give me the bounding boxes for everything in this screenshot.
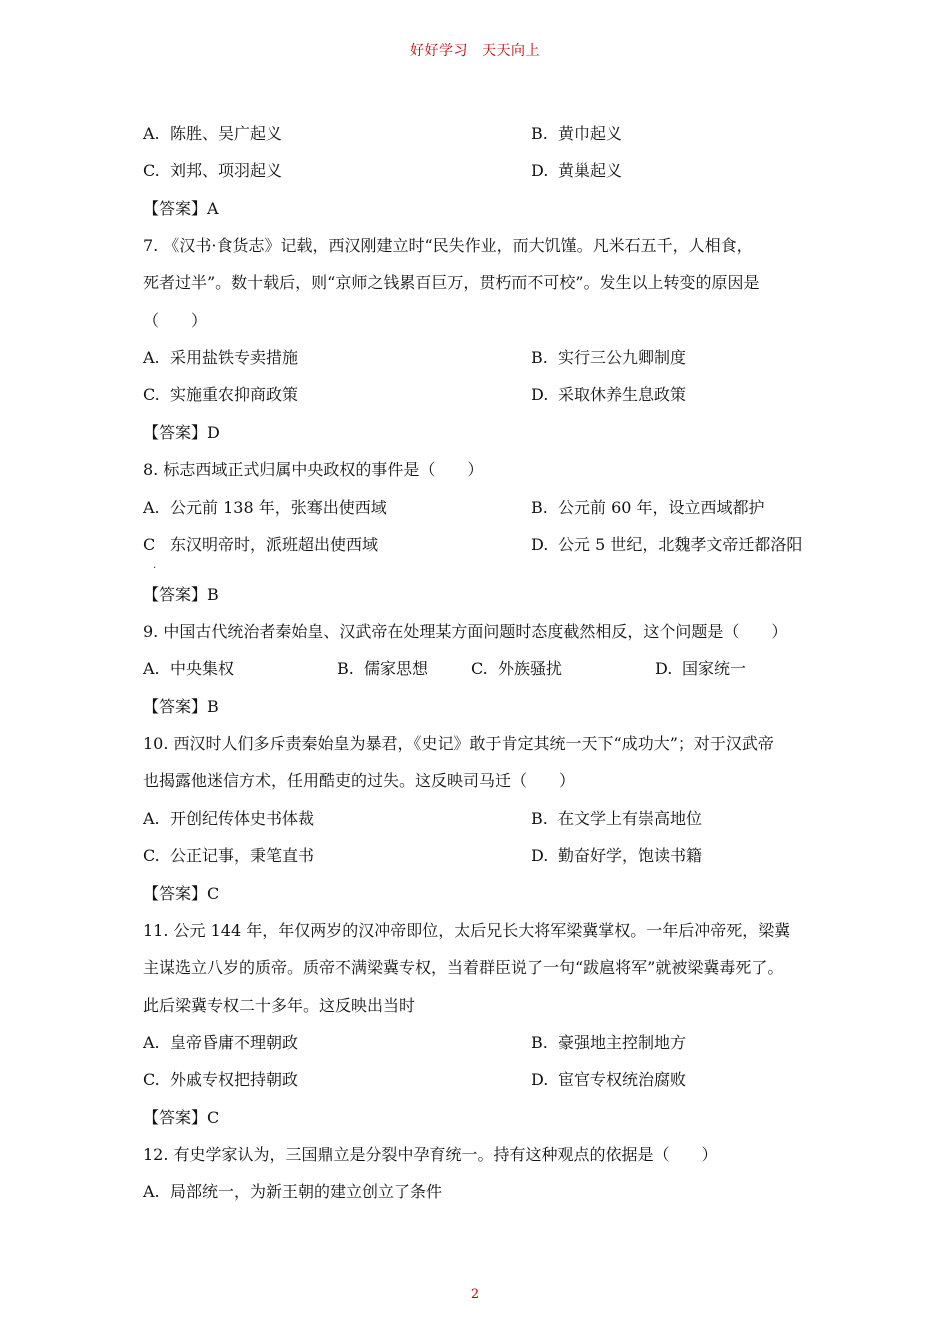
q6-option-a: A. 陈胜、吴广起义 [143, 124, 283, 143]
q11-question-line-1: 11. 公元 144 年，年仅两岁的汉冲帝即位，太后兄长大将军梁冀掌权。一年后冲帝死，梁冀 [143, 921, 791, 940]
q7-question-line-3: （ ） [143, 311, 208, 330]
page-number: 2 [470, 1287, 480, 1302]
q8-answer: 【答案】B [143, 585, 219, 604]
page-header [0, 40, 950, 60]
q9-question-line-1: 9. 中国古代统治者秦始皇、汉武帝在处理某方面问题时态度截然相反，这个问题是（ ） [143, 622, 788, 641]
q9-option-a: A. 中央集权 [143, 659, 235, 678]
q7-answer: 【答案】D [143, 423, 220, 442]
q12-option-a: A. 局部统一，为新王朝的建立创立了条件 [143, 1182, 443, 1201]
q9-option-b: B. 儒家思想 [337, 659, 429, 678]
q11-answer: 【答案】C [143, 1108, 220, 1127]
q6-option-c: C. 刘邦、项羽起义 [143, 161, 283, 180]
q10-answer: 【答案】C [143, 884, 220, 903]
header-left-text: 好好学习 [410, 43, 468, 59]
q9-answer: 【答案】B [143, 697, 219, 716]
q7-option-d: D. 采取休养生息政策 [531, 385, 687, 404]
q8-dot-mark: . [153, 560, 157, 571]
q8-question-line-1: 8. 标志西域正式归属中央政权的事件是（ ） [143, 460, 484, 479]
q9-option-d: D. 国家统一 [655, 659, 747, 678]
q11-option-c: C. 外戚专权把持朝政 [143, 1070, 299, 1089]
q7-option-a: A. 采用盐铁专卖措施 [143, 348, 299, 367]
q7-question-line-1: 7. 《汉书·食货志》记载，西汉刚建立时“民失作业，而大饥馑。凡米石五千，人相食， [143, 236, 753, 255]
q9-option-c: C. 外族骚扰 [471, 659, 563, 678]
q7-question-line-2: 死者过半”。数十载后，则“京师之钱累百巨万，贯朽而不可校”。发生以上转变的原因是 [143, 273, 760, 292]
q12-question-line-1: 12. 有史学家认为，三国鼎立是分裂中孕育统一。持有这种观点的依据是（ ） [143, 1145, 718, 1164]
header-right-text: 天天向上 [482, 43, 540, 59]
q6-option-d: D. 黄巢起义 [531, 161, 623, 180]
q10-question-line-1: 10. 西汉时人们多斥责秦始皇为暴君，《史记》敢于肯定其统一天下“成功大”；对于汉武帝 [143, 734, 774, 753]
q8-option-b: B. 公元前 60 年，设立西域都护 [531, 498, 765, 517]
q6-answer: 【答案】A [143, 199, 219, 218]
q11-question-line-3: 此后梁冀专权二十多年。这反映出当时 [143, 996, 416, 1015]
q8-option-a: A. 公元前 138 年，张骞出使西域 [143, 498, 387, 517]
q11-question-line-2: 主谋选立八岁的质帝。质帝不满梁冀专权，当着群臣说了一句“跋扈将军”就被梁冀毒死了。 [143, 958, 784, 977]
q10-option-a: A. 开创纪传体史书体裁 [143, 809, 315, 828]
q10-question-line-2: 也揭露他迷信方术，任用酷吏的过失。这反映司马迁（ ） [143, 771, 576, 790]
q7-option-b: B. 实行三公九卿制度 [531, 348, 687, 367]
q11-option-a: A. 皇帝昏庸不理朝政 [143, 1033, 299, 1052]
q8-option-d: D. 公元 5 世纪，北魏孝文帝迁都洛阳 [531, 535, 803, 554]
q10-option-c: C. 公正记事，秉笔直书 [143, 846, 315, 865]
q6-option-b: B. 黄巾起义 [531, 124, 623, 143]
q7-option-c: C. 实施重农抑商政策 [143, 385, 299, 404]
q11-option-b: B. 豪强地主控制地方 [531, 1033, 687, 1052]
q10-option-b: B. 在文学上有崇高地位 [531, 809, 703, 828]
q11-option-d: D. 宦官专权统治腐败 [531, 1070, 687, 1089]
q10-option-d: D. 勤奋好学，饱读书籍 [531, 846, 703, 865]
q8-option-c: C 东汉明帝时，派班超出使西域 [143, 535, 379, 554]
